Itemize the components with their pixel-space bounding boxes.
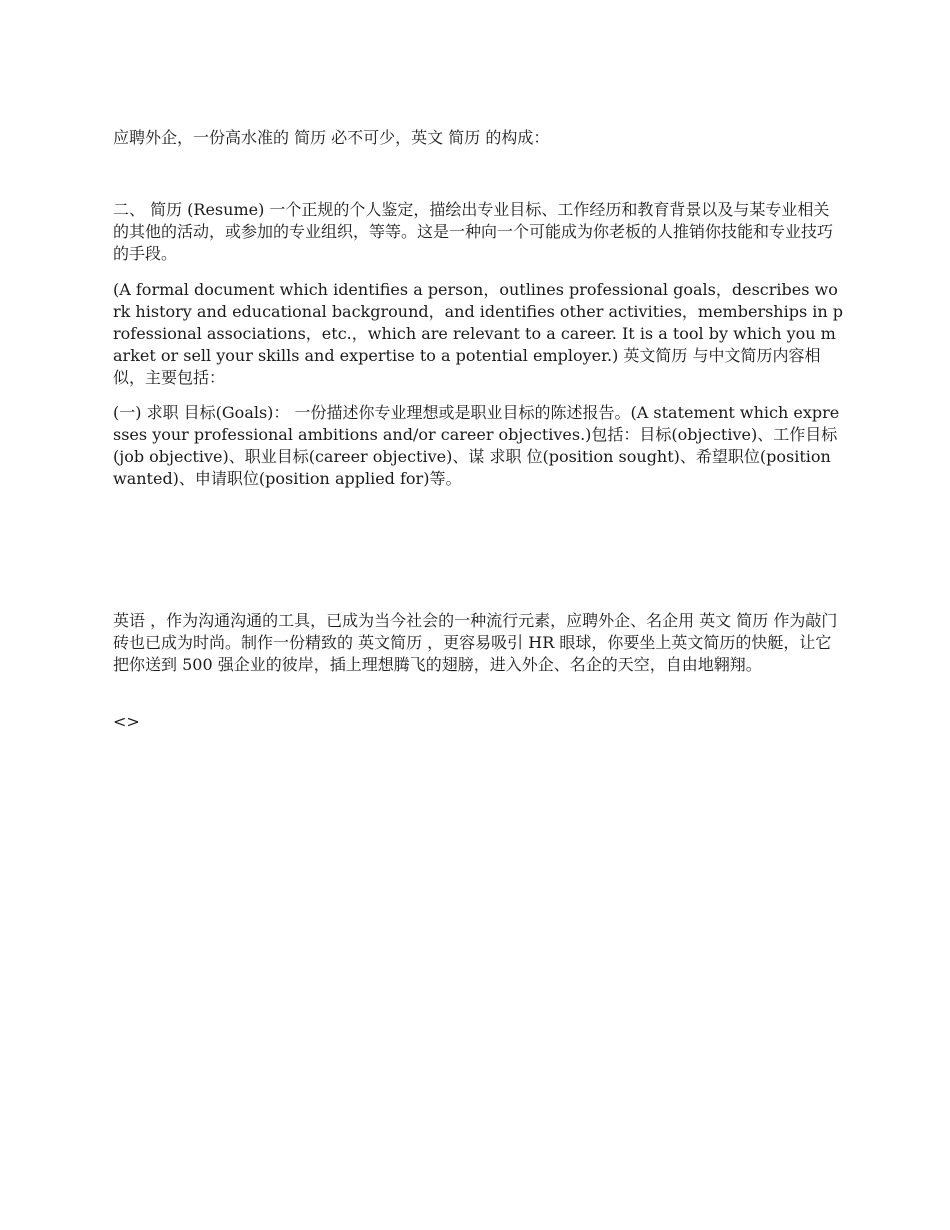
resume-definition-paragraph: 二、 简历 (Resume) 一个正规的个人鉴定，描绘出专业目标、工作经历和教育背景以及与某专业相关的其他的活动，或参加的专业组织，等等。这是一种向一个可能成为你老板的人推销你技能和专业技巧的手段。 — [113, 200, 834, 263]
resume-english-definition-paragraph: (A formal document which identifies a person，outlines professional goals，describes work history and educational background，and identifies other activities，memberships in professional associations，etc.，which are relevant to a career. It is a tool by which you market or sell your skills and expertise to a potential employer.) 英文简历 与中文简历内容相似，主要包括： — [113, 280, 844, 387]
trailing-marker-text: <> — [113, 712, 140, 731]
english-importance-paragraph: 英语 ，作为沟通沟通的工具，已成为当今社会的一种流行元素，应聘外企、名企用 英文 简历 作为敲门砖也已成为时尚。制作一份精致的 英文简历 ，更容易吸引 HR 眼球，你要坐上英文简历的快艇，让它把你送到 500 强企业的彼岸，插上理想腾飞的翅膀，进入外企、名企的天空，自由地翱翔。 — [113, 611, 838, 674]
intro-paragraph: 应聘外企，一份高水准的 简历 必不可少，英文 简历 的构成： — [113, 128, 550, 147]
goals-section-paragraph: (一) 求职 目标(Goals)： 一份描述你专业理想或是职业目标的陈述报告。(A statement which expresses your professional ambitions and/or career objectives.)包括：目标(objective)、工作目标(job objective)、职业目标(career objective)、谋 求职 位(position sought)、希望职位(position wanted)、申请职位(position applied for)等。 — [113, 403, 840, 488]
